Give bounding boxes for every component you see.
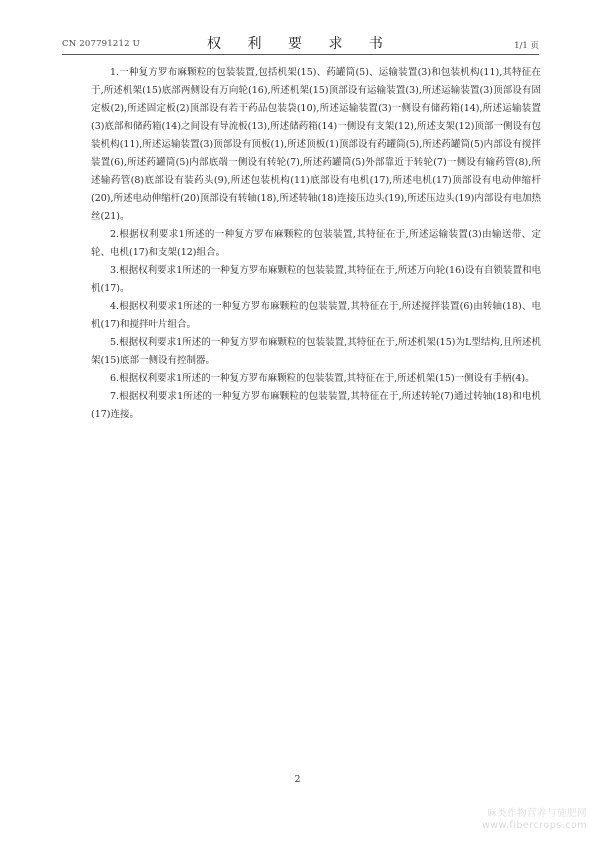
claims-body	[91, 64, 541, 424]
page-header	[62, 30, 539, 55]
claim-1: 1.一种复方罗布麻颗粒的包装装置,包括机架(15)、药罐筒(5)、运输装置(3)和包装机构(11),其特征在于,所述机架(15)底部两侧设有万向轮(16),所述机架(15)顶部设有运输装置(3),所述运输装置(3)顶部设有固定板(2),所述固定板(2)顶部设有若干药品包装袋(10),所述运输装置(3)一侧设有储药箱(14),所述运输装置(3)底部和储药箱(14)之间设有导流板(13),所述储药箱(14)一侧设有支架(12),所述支架(12)顶部一侧设有包装机构(11),所述运输装置(3)顶部设有顶板(1),所述顶板(1)顶部设有药罐筒(5),所述药罐筒(5)内部设有搅拌装置(6),所述药罐筒(5)内部底端一侧设有转轮(7),所述药罐筒(5)外部靠近于转轮(7)一侧设有输药管(8),所述输药管(8)底部设有装药头(9),所述包装机构(11)底部设有电机(17),所述电机(17)顶部设有电动伸缩杆(20),所述电动伸缩杆(20)顶部设有转轴(18),所述转轴(18)连接压边头(19),所述压边头(19)内部设有电加热丝(21)。	[91, 67, 541, 222]
claim-3: 3.根据权利要求1所述的一种复方罗布麻颗粒的包装装置,其特征在于,所述万向轮(16)设有自锁装置和电机(17)。	[91, 265, 541, 294]
page-info: 1/1 页	[514, 41, 539, 51]
document-id: CN 207791212 U	[62, 39, 140, 49]
watermark-url: www.fibercrops.com	[481, 820, 587, 831]
page-number: 2	[294, 774, 301, 785]
claim-2: 2.根据权利要求1所述的一种复方罗布麻颗粒的包装装置,其特征在于,所述运输装置(3)由输送带、定轮、电机(17)和支架(12)组合。	[91, 229, 541, 258]
watermark	[482, 808, 587, 832]
watermark-title: 麻类作物营养与施肥网	[486, 808, 587, 819]
claim-7: 7.根据权利要求1所述的一种复方罗布麻颗粒的包装装置,其特征在于,所述转轮(7)通过转轴(18)和电机(17)连接。	[91, 391, 541, 420]
document-title: 权 利 要 求 书	[207, 36, 394, 52]
claim-6: 6.根据权利要求1所述的一种复方罗布麻颗粒的包装装置,其特征在于,所述机架(15)一侧设有手柄(4)。	[110, 373, 535, 384]
claim-5: 5.根据权利要求1所述的一种复方罗布麻颗粒的包装装置,其特征在于,所述机架(15)为L型结构,且所述机架(15)底部一侧设有控制器。	[91, 337, 541, 366]
claim-4: 4.根据权利要求1所述的一种复方罗布麻颗粒的包装装置,其特征在于,所述搅拌装置(6)由转轴(18)、电机(17)和搅拌叶片组合。	[91, 301, 541, 330]
